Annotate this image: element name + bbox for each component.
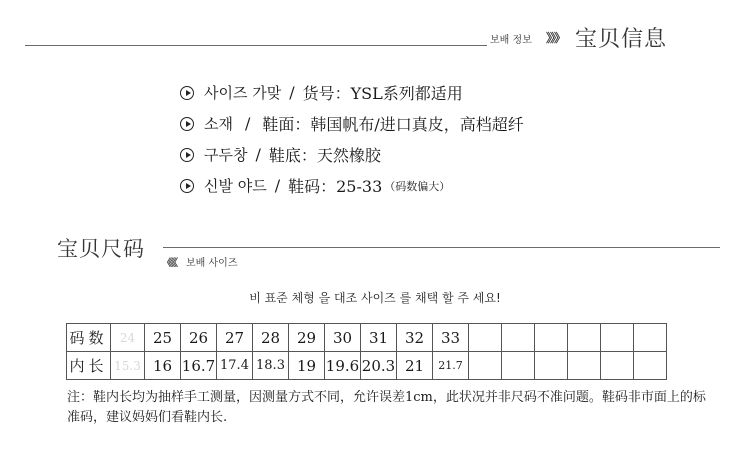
- info-item-text: 鞋底：天然橡胶: [268, 146, 381, 165]
- table-cell-empty: [502, 352, 535, 380]
- info-item-separator: /: [255, 145, 261, 164]
- info-item-style: [180, 77, 524, 108]
- header-info-subtitle: 보배 정보: [490, 35, 532, 46]
- info-item-text: 货号：YSL系列都适用: [302, 84, 463, 103]
- size-advice-tagline: 비 표준 체형 을 대조 사이즈 를 채택 할 주 세요!: [249, 291, 501, 305]
- play-circle-icon: [180, 179, 194, 193]
- table-cell-empty: [568, 324, 601, 352]
- header-size-title: 宝贝尺码: [57, 237, 145, 261]
- table-cell: 18.3: [253, 352, 289, 380]
- table-cell-empty: [568, 352, 601, 380]
- size-table: [66, 323, 667, 380]
- info-item-korean: 구두창: [204, 146, 248, 164]
- info-item-korean: 사이즈 가맞: [204, 84, 282, 102]
- table-cell: 21: [397, 352, 433, 380]
- table-cell: 27: [217, 324, 253, 352]
- table-cell-empty: [634, 352, 667, 380]
- info-item-sole: [180, 139, 524, 170]
- play-circle-icon: [180, 117, 194, 131]
- table-cell: 31: [361, 324, 397, 352]
- table-cell-empty: [469, 324, 502, 352]
- table-cell-empty: [601, 324, 634, 352]
- table-cell: 20.3: [361, 352, 397, 380]
- header-size-arrows: 《《《: [162, 258, 176, 269]
- info-item-material: [180, 108, 524, 139]
- table-cell: 19.6: [325, 352, 361, 380]
- table-row-label: 码数: [67, 324, 111, 352]
- info-item-korean: 신발 야드: [204, 177, 267, 195]
- info-item-size-range: [180, 170, 524, 201]
- table-row-size: [67, 324, 667, 352]
- table-cell: 32: [397, 324, 433, 352]
- info-item-separator: /: [274, 176, 281, 195]
- table-row-inner-length: [67, 352, 667, 380]
- table-cell: 26: [181, 324, 217, 352]
- header-info-title: 宝贝信息: [575, 27, 668, 52]
- info-item-korean: 소재: [204, 115, 233, 133]
- table-cell-empty: [634, 324, 667, 352]
- info-item-separator: /: [289, 83, 295, 102]
- header-info-arrows: 》》》: [546, 31, 565, 45]
- header-divider-line: [25, 45, 487, 46]
- table-cell-faded: 15.3: [111, 352, 145, 380]
- info-item-text: 鞋面：韩国帆布/进口真皮，高档超纤: [262, 115, 524, 134]
- header-size-divider-line: [163, 247, 720, 248]
- table-cell: 16.7: [181, 352, 217, 380]
- table-cell: 25: [145, 324, 181, 352]
- table-row-label: 内长: [67, 352, 111, 380]
- play-circle-icon: [180, 148, 194, 162]
- info-item-text: 鞋码：25-33: [288, 177, 383, 196]
- table-cell: 33: [433, 324, 469, 352]
- info-item-note: （码数偏大）: [384, 179, 451, 193]
- header-size-subtitle: 보배 사이즈: [186, 258, 238, 269]
- table-cell: 28: [253, 324, 289, 352]
- table-cell: 30: [325, 324, 361, 352]
- table-cell-empty: [469, 352, 502, 380]
- table-cell-empty: [502, 324, 535, 352]
- table-cell-faded: 24: [111, 324, 145, 352]
- table-cell: 29: [289, 324, 325, 352]
- table-cell-empty: [601, 352, 634, 380]
- table-cell: 17.4: [217, 352, 253, 380]
- info-item-separator: /: [244, 114, 251, 133]
- table-cell: 16: [145, 352, 181, 380]
- product-info-list: [180, 77, 524, 201]
- measurement-footnote: 注：鞋内长均为抽样手工测量，因测量方式不同，允许误差1cm，此状况并非尺码不准问题。鞋码非市面上的标准码，建议妈妈们看鞋内长.: [67, 390, 706, 425]
- table-cell: 21.7: [433, 352, 469, 380]
- table-cell-empty: [535, 352, 568, 380]
- table-cell: 19: [289, 352, 325, 380]
- table-cell-empty: [535, 324, 568, 352]
- play-circle-icon: [180, 86, 194, 100]
